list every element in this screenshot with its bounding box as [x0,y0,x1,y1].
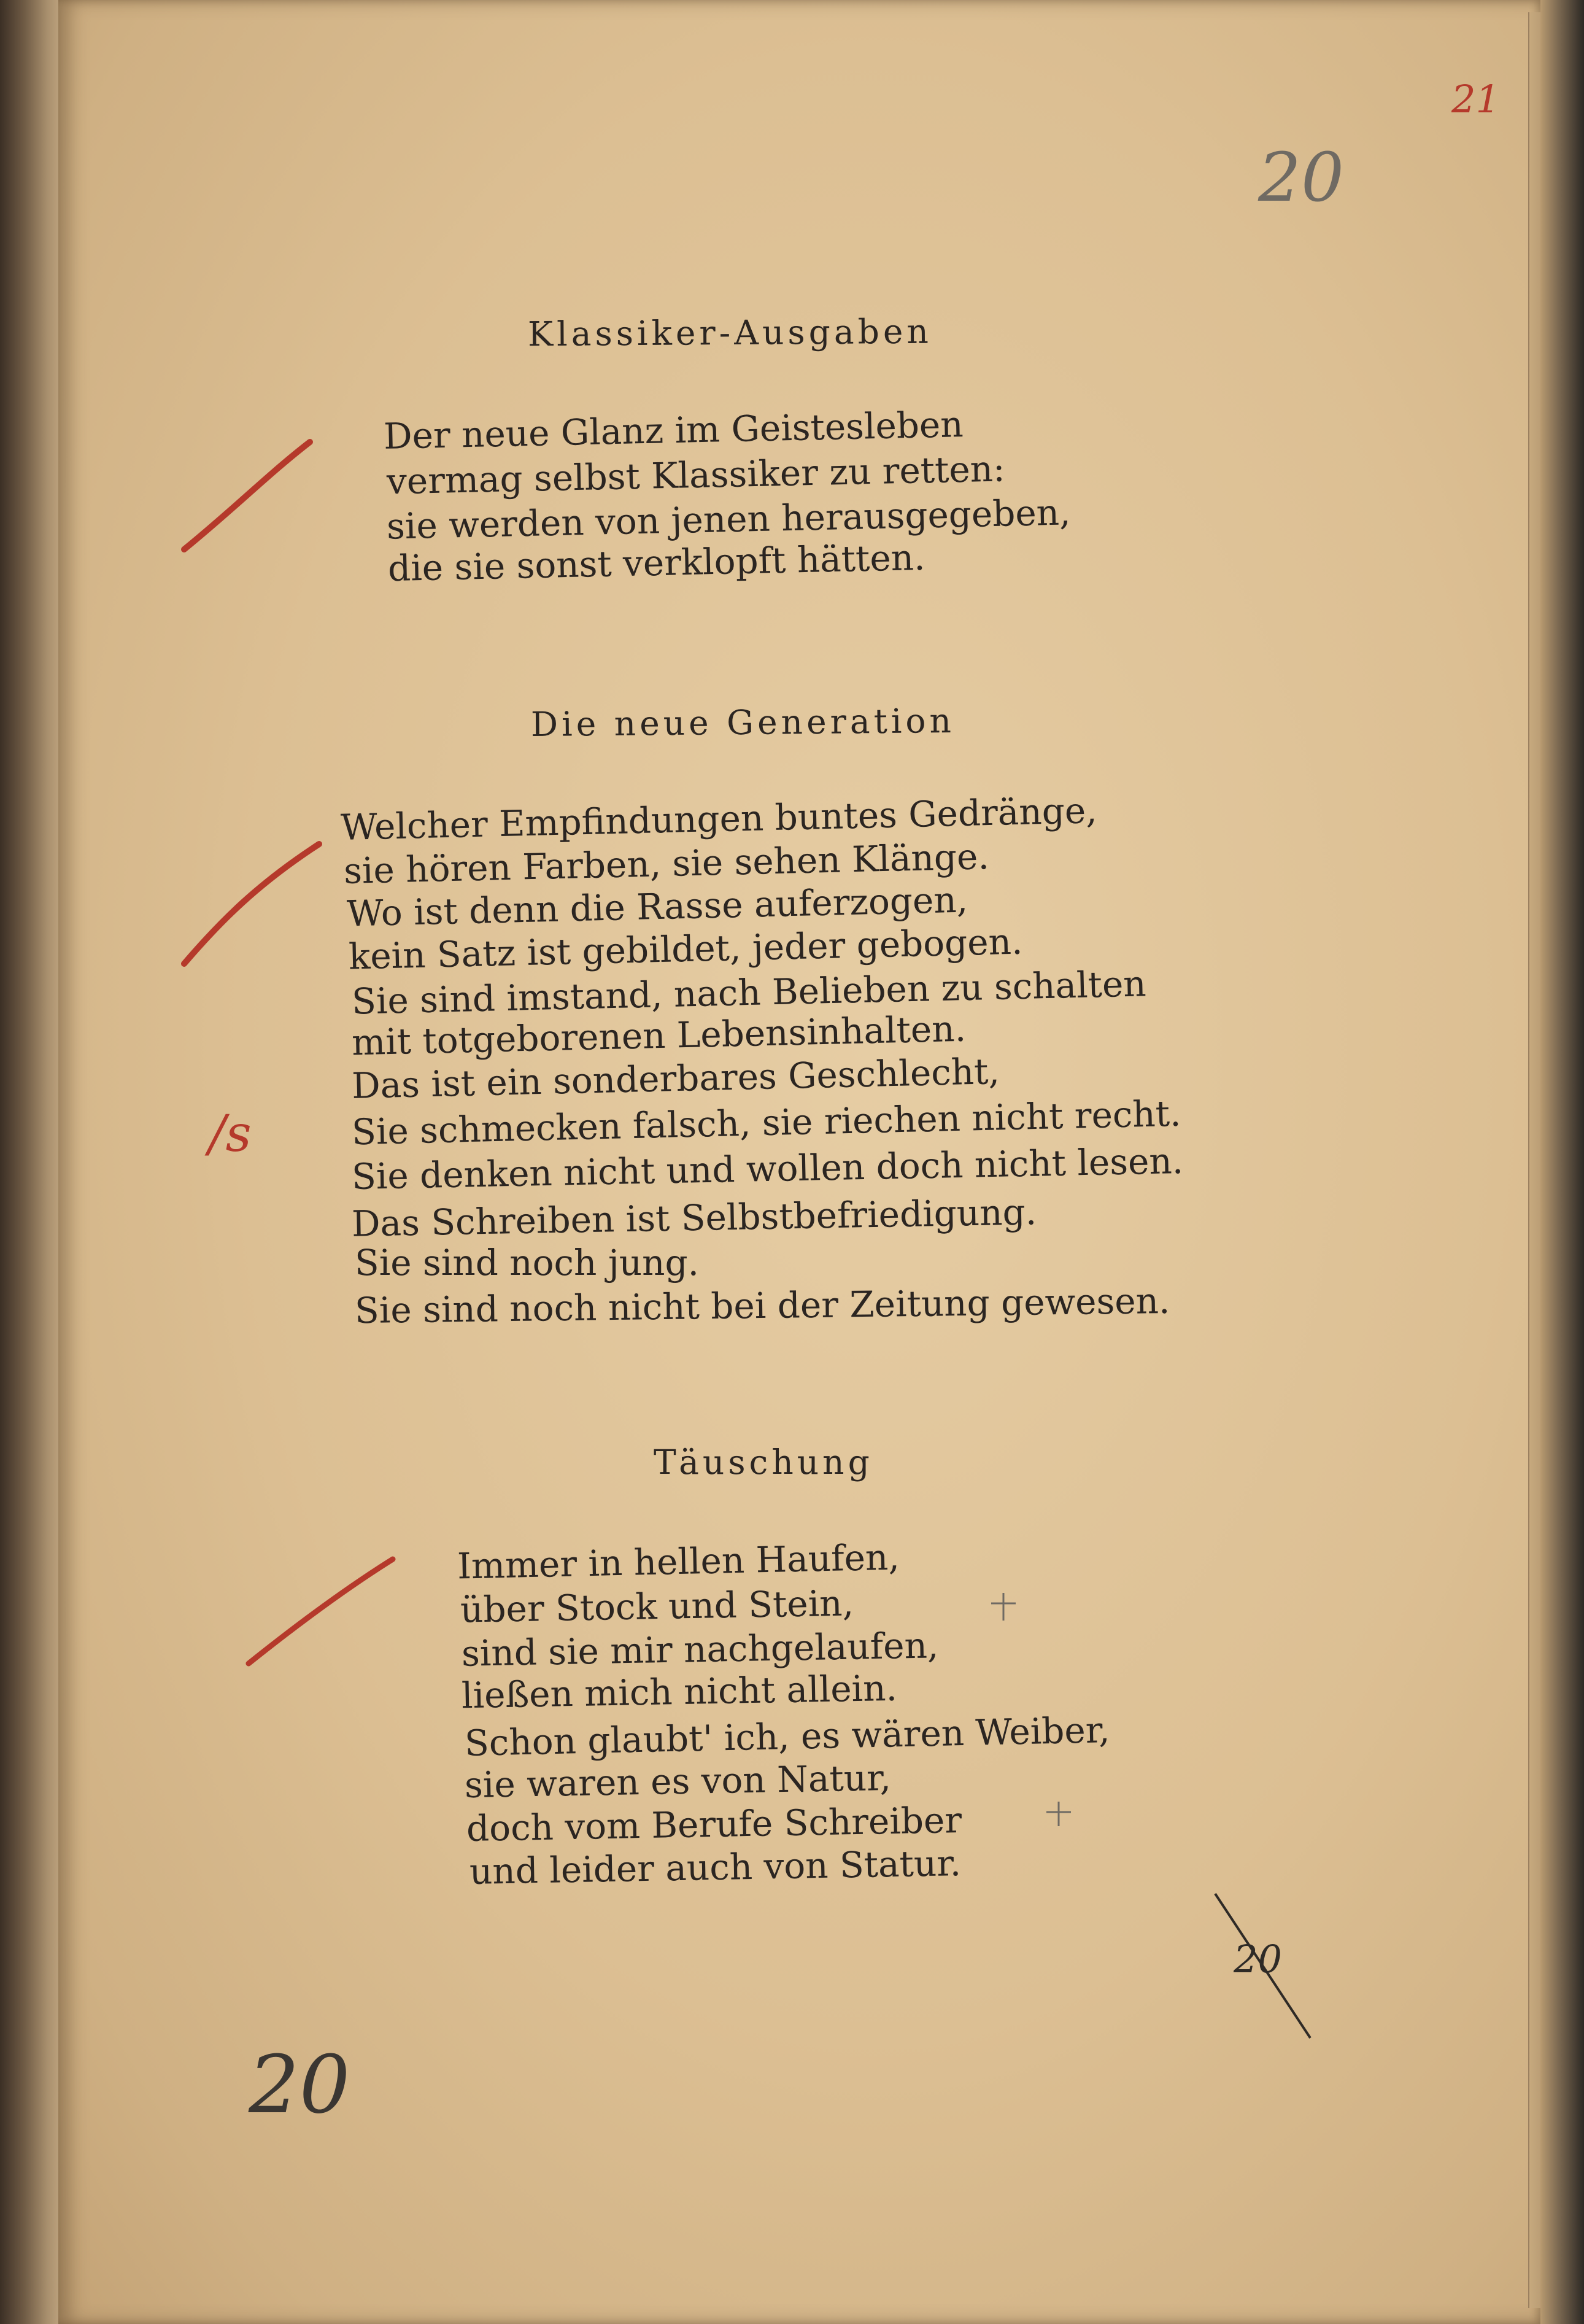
poem-title-klassiker: Klassiker-Ausgaben [527,311,933,354]
poem-line: Sie sind noch nicht bei der Zeitung gewesen. [354,1279,1170,1332]
poem-line: Sie denken nicht und wollen doch nicht lesen. [351,1139,1184,1198]
margin-correction-mark: /s [209,1105,252,1163]
red-check-mark [184,442,310,549]
page-number-pencil-bottom: 20 [249,2038,350,2131]
poem-line: Der neue Glanz im Geistesleben [383,403,964,457]
poem-line: vermag selbst Klassiker zu retten: [386,447,1006,503]
page-number-struck: 20 [1234,1937,1282,1981]
page-number-red: 21 [1451,77,1500,122]
strike-through-line [1215,1894,1310,2038]
poem-line: kein Satz ist gebildet, jeder gebogen. [348,920,1024,978]
pencil-cross-mark [1046,1802,1071,1826]
page-number-pencil-top: 20 [1258,138,1344,217]
poem-line: doch vom Berufe Schreiber [466,1799,962,1850]
poem-line: und leider auch von Statur. [469,1842,962,1892]
poem-line: Welcher Empfindungen buntes Gedränge, [340,789,1098,848]
poem-line: Schon glaubt' ich, es wären Weiber, [464,1708,1111,1765]
poem-title-generation: Die neue Generation [530,700,956,745]
poem-line: Wo ist denn die Rasse auferzogen, [346,878,968,935]
poem-line: Sie sind imstand, nach Belieben zu schalten [351,963,1147,1023]
poem-line: Sie sind noch jung. [355,1242,700,1284]
poem-line: Sie schmecken falsch, sie riechen nicht recht. [351,1092,1182,1153]
poem-line: sie waren es von Natur, [464,1756,892,1807]
poem-line: Das Schreiben ist Selbstbefriedigung. [351,1191,1037,1245]
poem-line: Immer in hellen Haufen, [457,1536,900,1587]
poem-line: Das ist ein sonderbares Geschlecht, [351,1050,1000,1107]
poem-line: sie werden von jenen herausgegeben, [386,491,1072,548]
pencil-cross-mark [991,1593,1016,1621]
poem-line: die sie sonst verklopft hätten. [387,536,926,590]
poem-line: mit totgeborenen Lebensinhalten. [351,1007,967,1064]
red-check-mark [184,844,319,964]
poem-line: sind sie mir nachgelaufen, [461,1624,939,1675]
poem-title-taeuschung: Täuschung [654,1443,873,1482]
poem-line: sie hören Farben, sie sehen Klänge. [343,835,990,892]
red-check-mark [249,1559,393,1664]
poem-line: ließen mich nicht allein. [461,1667,898,1717]
poem-line: über Stock und Stein, [460,1582,854,1631]
